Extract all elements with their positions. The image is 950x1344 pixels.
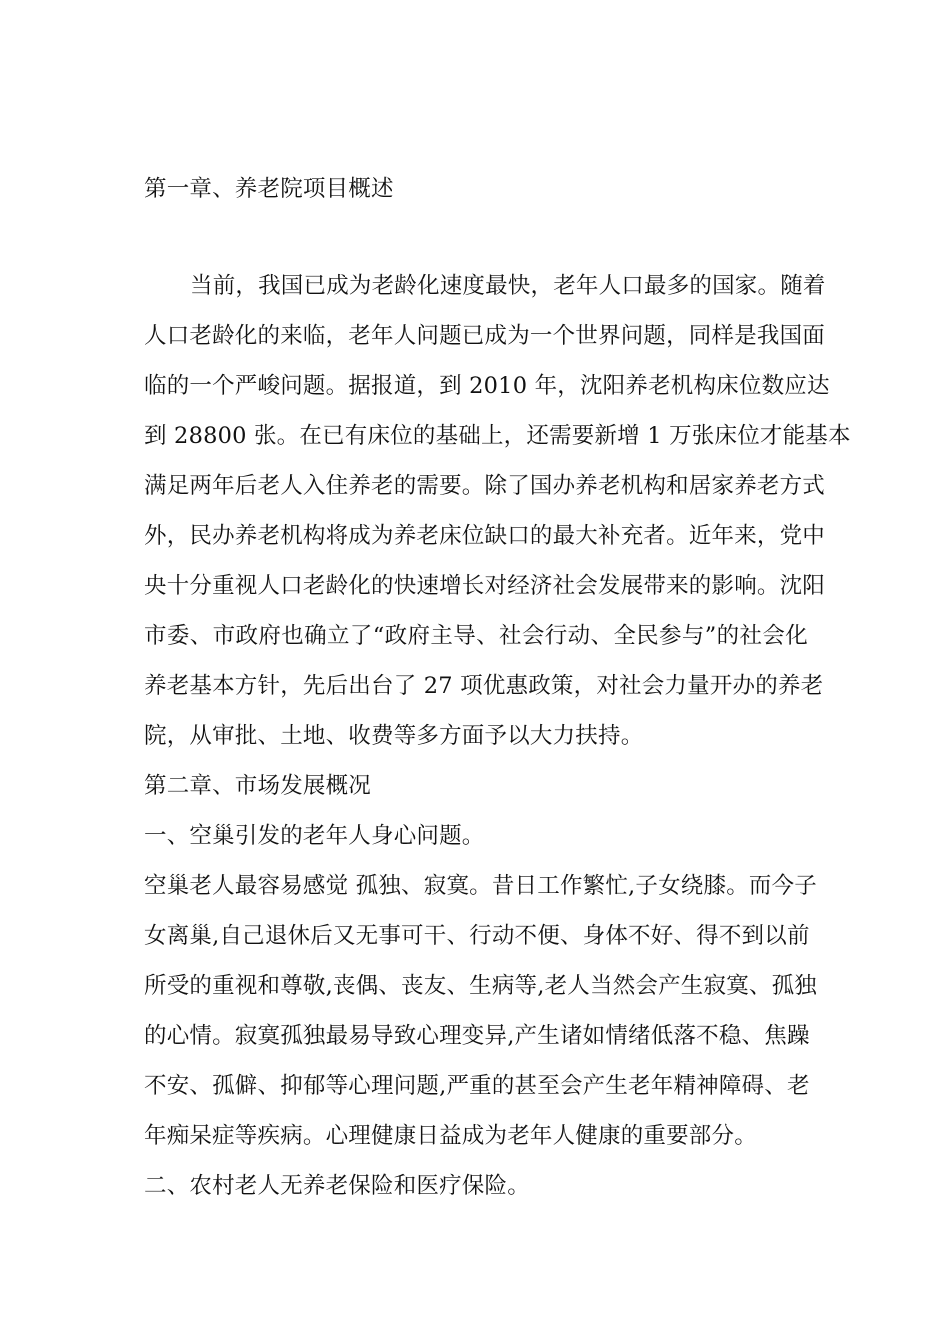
paragraph-1-line-5: 满足两年后老人入住养老的需要。除了国办养老机构和居家养老方式 bbox=[144, 473, 826, 499]
paragraph-2-line-2: 女离巢,自己退休后又无事可干、行动不便、身体不好、得不到以前 bbox=[144, 923, 810, 949]
paragraph-1-line-8: 市委、市政府也确立了“政府主导、社会行动、全民参与”的社会化 bbox=[144, 623, 808, 649]
paragraph-1-line-1: 当前，我国已成为老龄化速度最快，老年人口最多的国家。随着 bbox=[190, 273, 826, 299]
chapter-2-title: 第二章、市场发展概况 bbox=[144, 773, 372, 799]
section-2-title: 二、农村老人无养老保险和医疗保险。 bbox=[144, 1173, 530, 1199]
paragraph-2-line-3: 所受的重视和尊敬,丧偶、丧友、生病等,老人当然会产生寂寞、孤独 bbox=[144, 973, 818, 999]
paragraph-2-line-1: 空巢老人最容易感觉 孤独、寂寞。昔日工作繁忙,子女绕膝。而今子 bbox=[144, 873, 818, 899]
paragraph-1-line-9: 养老基本方针，先后出台了 27 项优惠政策，对社会力量开办的养老 bbox=[144, 673, 824, 699]
paragraph-2-line-5: 不安、孤僻、抑郁等心理问题,严重的甚至会产生老年精神障碍、老 bbox=[144, 1073, 810, 1099]
paragraph-1-line-4: 到 28800 张。在已有床位的基础上，还需要新增 1 万张床位才能基本 bbox=[144, 423, 851, 449]
section-1-title: 一、空巢引发的老年人身心问题。 bbox=[144, 823, 485, 849]
paragraph-1-line-7: 央十分重视人口老龄化的快速增长对经济社会发展带来的影响。沈阳 bbox=[144, 573, 826, 599]
paragraph-1-line-10: 院，从审批、土地、收费等多方面予以大力扶持。 bbox=[144, 723, 644, 749]
paragraph-1-line-3: 临的一个严峻问题。据报道，到 2010 年，沈阳养老机构床位数应达 bbox=[144, 373, 830, 399]
paragraph-1-line-2: 人口老龄化的来临，老年人问题已成为一个世界问题，同样是我国面 bbox=[144, 323, 826, 349]
chapter-1-title: 第一章、养老院项目概述 bbox=[144, 176, 394, 202]
paragraph-1-line-6: 外，民办养老机构将成为养老床位缺口的最大补充者。近年来，党中 bbox=[144, 523, 826, 549]
paragraph-2-line-6: 年痴呆症等疾病。心理健康日益成为老年人健康的重要部分。 bbox=[144, 1123, 757, 1149]
paragraph-2-line-4: 的心情。寂寞孤独最易导致心理变异,产生诸如情绪低落不稳、焦躁 bbox=[144, 1023, 810, 1049]
